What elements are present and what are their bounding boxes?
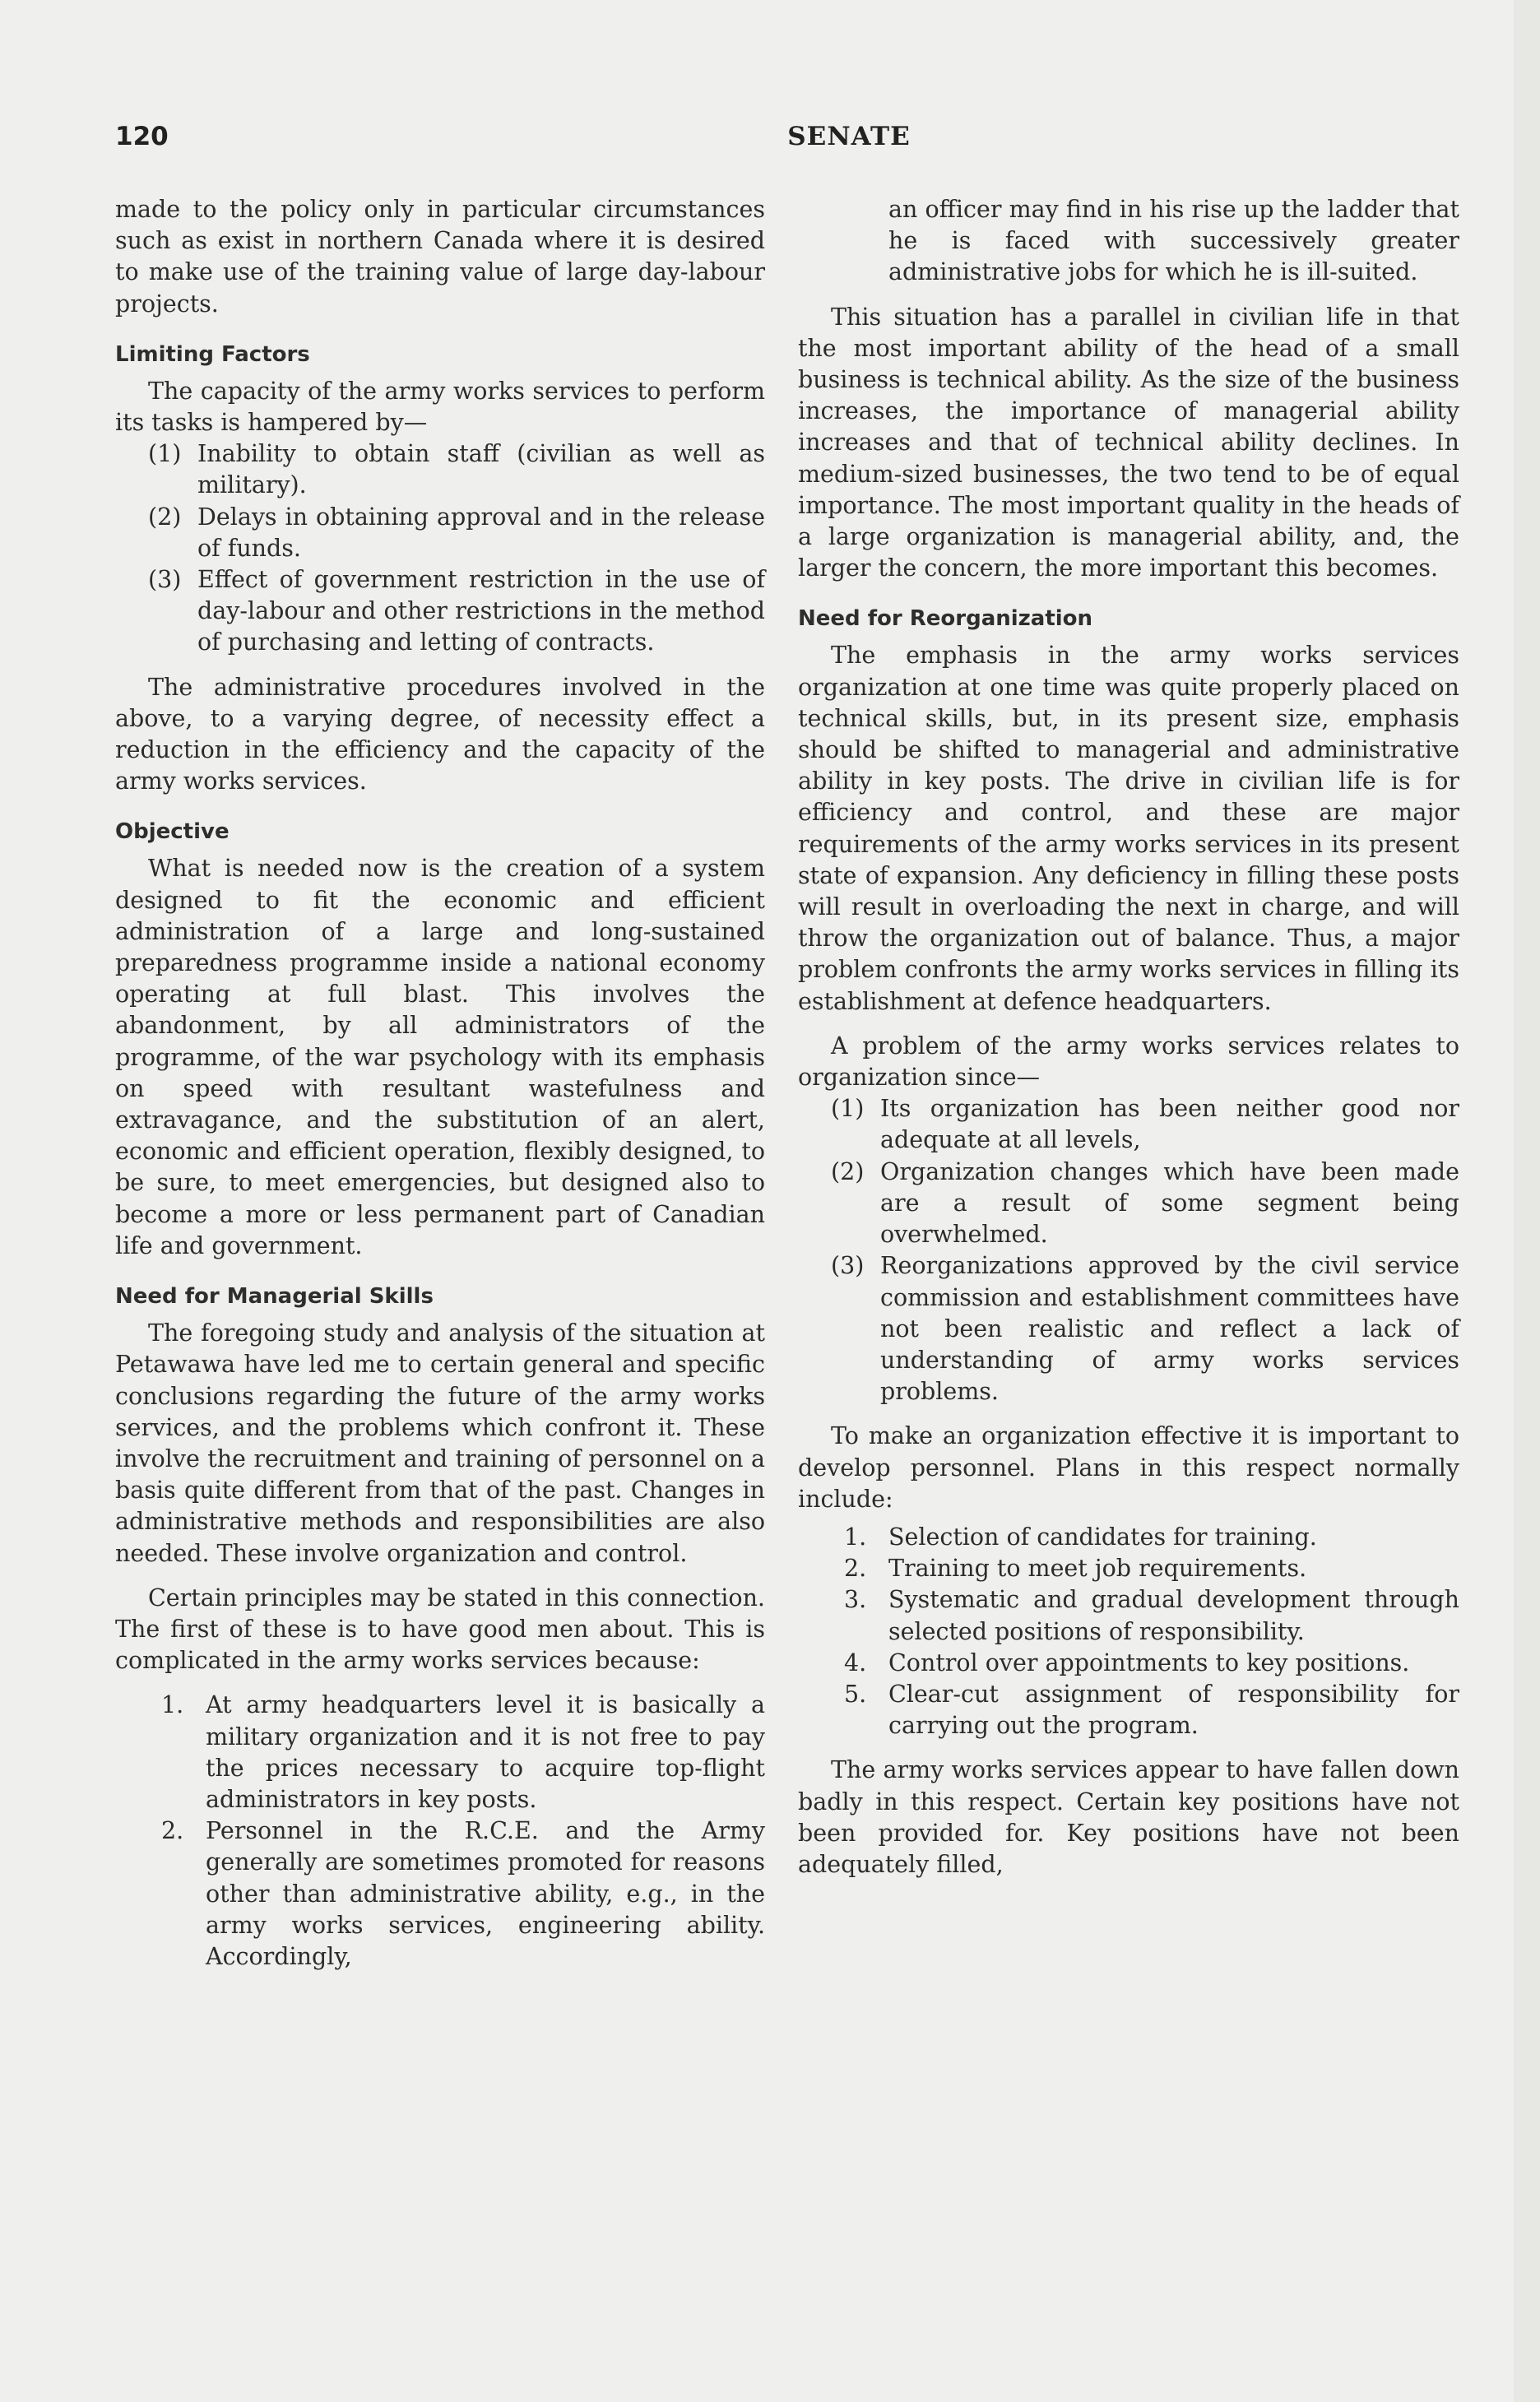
list-item: [798, 1157, 1459, 1251]
list-marker: (2): [831, 1157, 865, 1185]
section-heading-managerial-skills: Need for Managerial Skills: [115, 1284, 434, 1310]
paragraph: A problem of the army works services relates to organization since—: [798, 1032, 1459, 1092]
paragraph: an officer may find in his rise up the ladder that he is faced with successively greater administrative jobs for which he is ill-suited.: [888, 196, 1459, 286]
list-item: [798, 1250, 1459, 1407]
list-marker: (3): [831, 1252, 865, 1280]
list-item-text: Delays in obtaining approval and in the release of funds.: [197, 503, 765, 562]
list-marker: 3.: [844, 1586, 867, 1614]
list-item: [798, 1648, 1459, 1679]
paragraph: made to the policy only in particular circumstances such as exist in northern Canada where it is desired to make use of the training value of large day-labour projects.: [115, 196, 765, 318]
list-item: [115, 1815, 765, 1973]
list-marker: (1): [831, 1095, 865, 1123]
page-header: [115, 122, 1458, 163]
list-item-text: Effect of government restriction in the use of day-labour and other restrictions in the method of purchasing and letting of contracts.: [197, 566, 765, 656]
list-marker: 2.: [844, 1555, 867, 1583]
section-heading-limiting-factors: Limiting Factors: [115, 341, 310, 367]
list-marker: 5.: [844, 1680, 867, 1708]
list-item: [798, 1093, 1459, 1156]
section-heading-objective: Objective: [115, 819, 230, 845]
list-item: [115, 438, 765, 501]
paragraph: Certain principles may be stated in this connection. The first of these is to have good men about. This is complicated in the army works services because:: [115, 1584, 765, 1675]
list-marker: (2): [148, 503, 182, 531]
right-column: [798, 194, 1459, 1880]
organization-problems-list: [798, 1093, 1459, 1407]
list-item: [798, 1679, 1459, 1741]
list-item: [115, 1690, 765, 1815]
list-marker: 1.: [844, 1523, 867, 1551]
scan-smudge: [1514, 0, 1540, 2402]
list-item-text: Selection of candidates for training.: [888, 1523, 1317, 1551]
list-item-text: Training to meet job requirements.: [888, 1555, 1307, 1583]
list-item-text: Inability to obtain staff (civilian as well as military).: [197, 440, 765, 499]
paragraph: The capacity of the army works services to perform its tasks is hampered by—: [115, 377, 765, 437]
list-marker: 1.: [161, 1691, 184, 1719]
list-item: [798, 1522, 1459, 1553]
list-item-text: At army headquarters level it is basically a military organization and it is not free to pay the prices necessary to acquire top-flight administrators in key posts.: [206, 1691, 765, 1813]
list-marker: (3): [148, 566, 182, 594]
list-marker: (1): [148, 440, 182, 468]
list-item-text: Its organization has been neither good nor adequate at all levels,: [880, 1095, 1459, 1154]
paragraph: The army works services appear to have fallen down badly in this respect. Certain key positions have not been provided for. Key positions have not been adequately filled,: [798, 1756, 1459, 1878]
list-item: [798, 1584, 1459, 1647]
paragraph: The foregoing study and analysis of the situation at Petawawa have led me to certain general and specific conclusions regarding the future of the army works services, and the problems which confront it. These involve the recruitment and training of personnel on a basis quite different from that of the past. Changes in administrative methods and responsibilities are also needed. These involve organization and control.: [115, 1319, 765, 1567]
principles-list: [115, 1690, 765, 1973]
list-item-text: Organization changes which have been made are a result of some segment being overwhelmed.: [880, 1157, 1459, 1249]
personnel-plans-list: [798, 1522, 1459, 1741]
list-item-text: Systematic and gradual development through selected positions of responsibility.: [888, 1586, 1459, 1645]
paragraph: To make an organization effective it is important to develop personnel. Plans in this respect normally include:: [798, 1422, 1459, 1513]
list-item-text: Clear-cut assignment of responsibility for carrying out the program.: [888, 1680, 1459, 1740]
page-number: 120: [115, 122, 169, 151]
paragraph: The administrative procedures involved in the above, to a varying degree, of necessity effect a reduction in the efficiency and the capacity of the army works services.: [115, 673, 765, 795]
left-column: [115, 194, 765, 1973]
running-head: SENATE: [787, 122, 911, 151]
paragraph: What is needed now is the creation of a system designed to fit the economic and efficient administration of a large and long-sustained preparedness programme inside a national economy operating at full blast. This involves the abandonment, by all administrators of the programme, of the war psychology with its emphasis on speed with resultant wastefulness and extravagance, and the substitution of an alert, economic and efficient operation, flexibly designed, to be sure, to meet emergencies, but designed also to become a more or less permanent part of Canadian life and government.: [115, 855, 765, 1259]
list-marker: 4.: [844, 1648, 867, 1676]
paragraph: This situation has a parallel in civilian life in that the most important ability of the head of a small business is technical ability. As the size of the business increases, the importance of managerial ability increases and that of technical ability declines. In medium-sized businesses, the two tend to be of equal importance. The most important quality in the heads of a large organization is managerial ability, and, the larger the concern, the more important this becomes.: [798, 303, 1459, 582]
paragraph: The emphasis in the army works services organization at one time was quite properly placed on technical skills, but, in its present size, emphasis should be shifted to managerial and administrative ability in key posts. The drive in civilian life is for efficiency and control, and these are major requirements of the army works services in its present state of expansion. Any deficiency in filling these posts will result in overloading the next in charge, and will throw the organization out of balance. Thus, a major problem confronts the army works services in filling its establishment at defence headquarters.: [798, 642, 1459, 1015]
list-marker: 2.: [161, 1817, 184, 1845]
list-item-text: Control over appointments to key positions.: [888, 1648, 1410, 1676]
list-item: [115, 502, 765, 564]
list-item-text: Personnel in the R.C.E. and the Army generally are sometimes promoted for reasons other than administrative ability, e.g., in the army works services, engineering ability. Accordingly,: [206, 1817, 765, 1970]
section-heading-reorganization: Need for Reorganization: [798, 606, 1093, 632]
limiting-factors-list: [115, 438, 765, 658]
list-item: [115, 564, 765, 659]
list-item-text: Reorganizations approved by the civil service commission and establishment committees have not been realistic and reflect a lack of understanding of army works services problems.: [880, 1252, 1459, 1406]
list-item: [798, 1553, 1459, 1584]
